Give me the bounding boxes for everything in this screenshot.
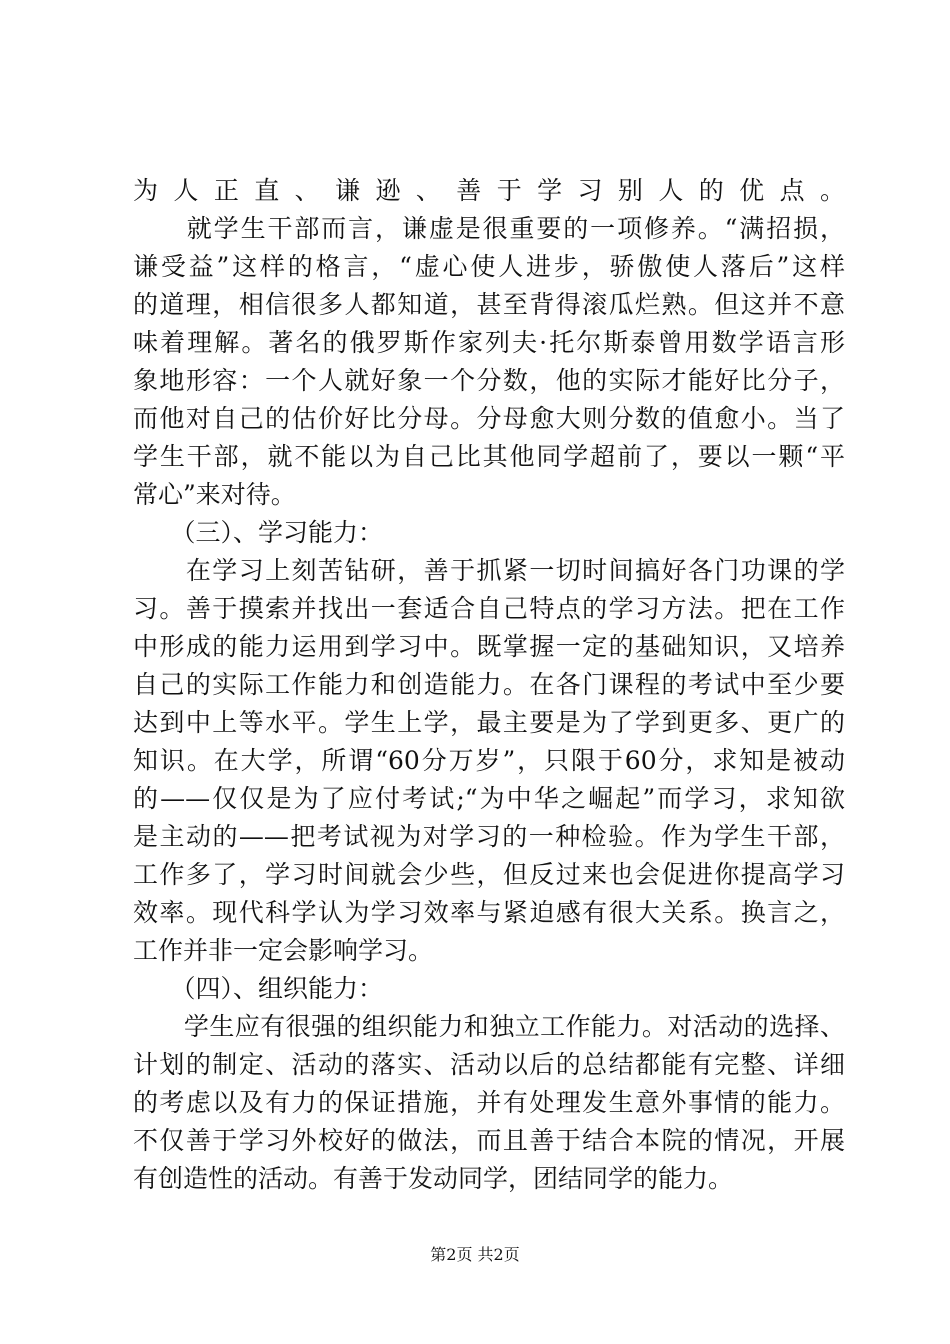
text-line: 中形成的能力运用到学习中。既掌握一定的基础知识，又培养: [133, 632, 845, 661]
text-line: 习。善于摸索并找出一套适合自己特点的学习方法。把在工作: [133, 594, 845, 623]
section-heading: （三）、学习能力：: [133, 518, 384, 547]
text-line: 自己的实际工作能力和创造能力。在各门课程的考试中至少要: [133, 670, 845, 699]
text-line: 学生干部，就不能以为自己比其他同学超前了，要以一颗“平: [133, 442, 845, 471]
text-line: 在学习上刻苦钻研，善于抓紧一切时间搞好各门功课的学: [133, 556, 845, 585]
text-line: 工作多了，学习时间就会少些，但反过来也会促进你提高学习: [133, 860, 845, 889]
text-line: 为人正直、谦逊、善于学习别人的优点。: [133, 176, 845, 205]
text-line: 达到中上等水平。学生上学，最主要是为了学到更多、更广的: [133, 708, 845, 737]
text-line: 而他对自己的估价好比分母。分母愈大则分数的值愈小。当了: [133, 404, 845, 433]
page-number-footer: 第2页 共2页: [430, 1245, 520, 1264]
body-text: [133, 172, 845, 1198]
text-line: 谦受益”这样的格言，“虚心使人进步，骄傲使人落后”这样: [133, 252, 845, 281]
text-line: 学生应有很强的组织能力和独立工作能力。对活动的选择、: [133, 1012, 845, 1041]
text-line: 效率。现代科学认为学习效率与紧迫感有很大关系。换言之，: [133, 898, 845, 927]
text-line: 的考虑以及有力的保证措施，并有处理发生意外事情的能力。: [133, 1088, 845, 1117]
text-line: 象地形容：一个人就好象一个分数，他的实际才能好比分子，: [133, 366, 845, 395]
text-line: 的道理，相信很多人都知道，甚至背得滚瓜烂熟。但这并不意: [133, 290, 845, 319]
text-line: 计划的制定、活动的落实、活动以后的总结都能有完整、详细: [133, 1050, 845, 1079]
text-line: 是主动的——把考试视为对学习的一种检验。作为学生干部，: [133, 822, 845, 851]
text-line: 不仅善于学习外校好的做法，而且善于结合本院的情况，开展: [133, 1126, 845, 1155]
text-line: 就学生干部而言，谦虚是很重要的一项修养。“满招损，: [133, 214, 845, 243]
text-line: 知识。在大学，所谓“60分万岁”，只限于60分，求知是被动: [133, 746, 845, 775]
text-line: 常心”来对待。: [133, 480, 296, 509]
text-line: 味着理解。著名的俄罗斯作家列夫·托尔斯泰曾用数学语言形: [133, 328, 845, 357]
section-heading: （四）、组织能力：: [133, 974, 384, 1003]
text-line: 有创造性的活动。有善于发动同学，团结同学的能力。: [133, 1164, 734, 1193]
text-line: 的——仅仅是为了应付考试;“为中华之崛起”而学习，求知欲: [133, 784, 845, 813]
text-line: 工作并非一定会影响学习。: [133, 936, 434, 965]
